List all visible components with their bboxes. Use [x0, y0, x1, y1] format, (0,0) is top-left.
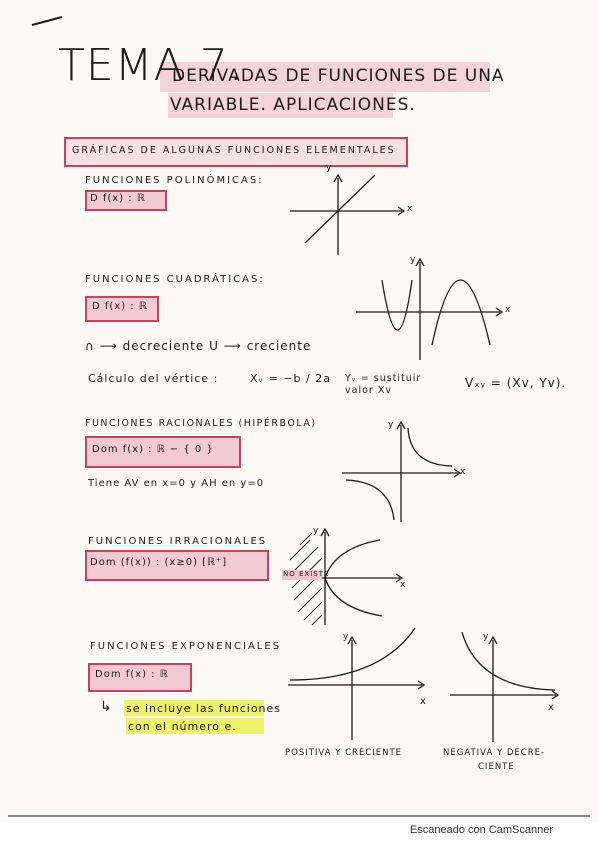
polinomica-y-label: y — [326, 163, 333, 173]
cuadratica-x-label: x — [505, 305, 512, 315]
exp-creciente-graph — [288, 628, 424, 740]
camscanner-watermark: Escaneado con CamScanner — [409, 824, 553, 836]
cuadraticas-domain: D f(x) : ℝ — [92, 301, 148, 312]
irracionales-heading: FUNCIONES IRRACIONALES — [88, 536, 268, 547]
exponenciales-domain: Dom f(x) : ℝ — [95, 669, 169, 680]
irracional-lower-branch — [325, 578, 382, 616]
polinomicas-heading: FUNCIONES POLINÓMICAS: — [85, 175, 264, 186]
exp-caption-left: POSITIVA Y CRECIENTE — [285, 748, 403, 758]
hiperbola-branch-1 — [408, 428, 452, 466]
exp-caption-right-2: CIENTE — [478, 762, 515, 772]
title-line-2: VARIABLE. APLICACIONES. — [170, 95, 416, 115]
irracional-no-existe: NO EXISTE — [283, 570, 330, 578]
irracional-y-label: y — [313, 526, 320, 536]
irracional-upper-branch — [325, 540, 380, 578]
exp2-y-label: y — [483, 632, 490, 642]
section-header: GRÁFICAS DE ALGUNAS FUNCIONES ELEMENTALES — [72, 145, 396, 156]
cuadratica-u-curve — [382, 280, 412, 330]
polinomica-line — [305, 175, 375, 243]
cuadratica-graph — [356, 259, 502, 360]
exp-note-line-1: se incluye las funciones — [126, 702, 282, 715]
exp-note-line-2: con el número e. — [128, 720, 237, 733]
exp-decreciente-graph — [450, 632, 558, 742]
racionales-heading: FUNCIONES RACIONALES (HIPÉRBOLA) — [85, 418, 317, 429]
exp-caption-right-1: NEGATIVA Y DECRE- — [443, 748, 546, 758]
polinomicas-domain: D f(x) : ℝ — [90, 193, 146, 204]
irracional-x-label: x — [400, 580, 407, 590]
exp1-y-label: y — [343, 632, 350, 642]
polinomica-x-label: x — [407, 204, 414, 214]
title-line-1: DERIVADAS DE FUNCIONES DE UNA — [172, 66, 505, 86]
exp2-curve — [462, 632, 555, 690]
cuadraticas-vertex-label: Cálculo del vértice : — [88, 372, 219, 385]
hiperbola-y-label: y — [388, 420, 395, 430]
hiperbola-graph — [342, 422, 460, 522]
irracionales-domain: Dom (f(x)) : (x≥0) [ℝ⁺] — [90, 557, 228, 568]
cuadraticas-yv-text: Yᵥ = sustituir valor Xv — [345, 373, 422, 396]
cuadraticas-heading: FUNCIONES CUADRÁTICAS: — [85, 274, 265, 285]
hiperbola-x-label: x — [460, 467, 467, 477]
exp2-x-label: x — [548, 702, 555, 713]
exponenciales-heading: FUNCIONES EXPONENCIALES — [90, 641, 282, 652]
cuadraticas-vertex-point: Vₓᵧ = (Xv, Yv). — [465, 376, 567, 390]
racionales-asymptotes: Tiene AV en x=0 y AH en y=0 — [88, 478, 265, 489]
polinomica-graph — [290, 175, 404, 255]
cuadraticas-xv-formula: Xᵥ = −b / 2a — [250, 372, 331, 385]
racionales-domain: Dom f(x) : ℝ − { 0 } — [92, 444, 214, 455]
title-initial: TEMA 7. — [58, 40, 244, 91]
cuadraticas-shapes-note: ∩ ⟶ decreciente U ⟶ creciente — [85, 339, 312, 353]
exp1-x-label: x — [420, 696, 427, 707]
cuadratica-y-label: y — [410, 255, 417, 265]
exp-note-arrow: ↳ — [100, 699, 113, 715]
hiperbola-branch-2 — [346, 480, 394, 520]
